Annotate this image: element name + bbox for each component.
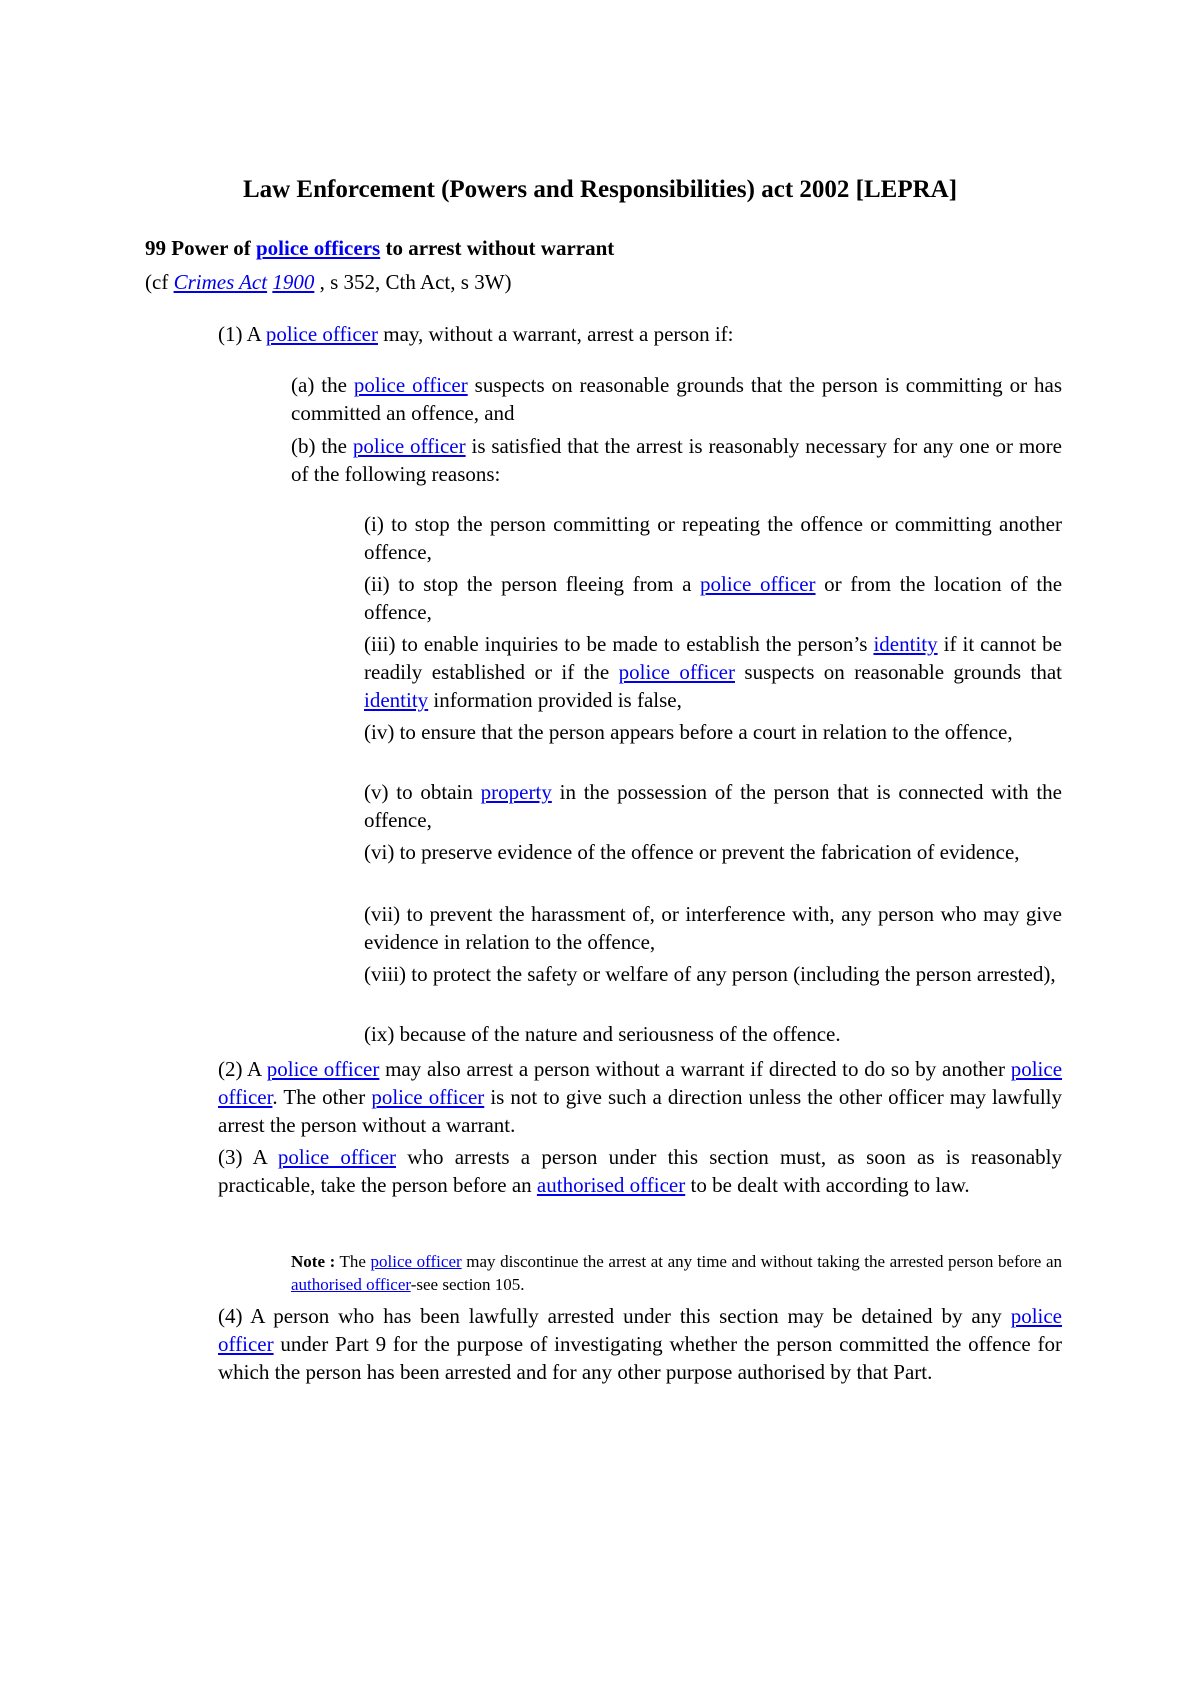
police-officer-link[interactable]: police officer <box>265 322 378 346</box>
r5-text-b: in the possession of the person that is connected with the offence, <box>364 780 1063 832</box>
police-officer-link[interactable]: police officer <box>618 660 735 684</box>
s4-text-a: (4) A person who has been lawfully arrested under this section may be detained by any <box>218 1304 1011 1328</box>
police-officer-link[interactable]: police officer <box>218 1304 1062 1356</box>
reason-ix: (ix) because of the nature and seriousness of the offence. <box>364 1022 841 1046</box>
s3-text-a: (3) A <box>218 1145 278 1169</box>
police-officer-link[interactable]: police officer <box>353 373 468 397</box>
crimes-act-year-link[interactable]: 1900 <box>272 270 315 294</box>
police-officer-link[interactable]: police officer <box>277 1145 397 1169</box>
note-text-a: The <box>335 1252 371 1271</box>
note-text-c: -see section 105. <box>410 1275 525 1294</box>
s1-text-a: (1) A <box>218 322 266 346</box>
cf-open: (cf <box>145 270 174 294</box>
r2-text-b: or from the location of the offence, <box>364 572 1063 624</box>
subsection-2 <box>218 1055 1062 1139</box>
reason-vii: (vii) to prevent the harassment of, or interference with, any person who may give evidence in relation to the offence, <box>364 902 1062 954</box>
subsection-1 <box>218 320 1062 348</box>
property-link[interactable]: property <box>480 780 552 804</box>
s2-text-a: (2) A <box>218 1057 267 1081</box>
section-heading <box>145 236 614 261</box>
r3-text-a: (iii) to enable inquiries to be made to establish the person’s <box>364 632 874 656</box>
paragraph-b <box>291 432 1062 488</box>
police-officers-link[interactable]: police officers <box>256 236 381 260</box>
heading-suffix: to arrest without warrant <box>380 236 615 260</box>
reason-vi: (vi) to preserve evidence of the offence or prevent the fabrication of evidence, <box>364 840 1020 864</box>
reason-v <box>364 778 1062 834</box>
r3-text-b: if it cannot be readily established or if the <box>364 632 1063 684</box>
note <box>291 1250 1062 1296</box>
police-officer-link[interactable]: police officer <box>371 1085 485 1109</box>
police-officer-link[interactable]: police officer <box>700 572 816 596</box>
cf-rest: , s 352, Cth Act, s 3W) <box>314 270 512 294</box>
authorised-officer-link[interactable]: authorised officer <box>536 1173 686 1197</box>
identity-link[interactable]: identity <box>364 688 429 712</box>
s3-text-c: to be dealt with according to law. <box>685 1173 970 1197</box>
crimes-act-link[interactable]: Crimes Act <box>173 270 268 294</box>
heading-prefix: 99 Power of <box>145 236 256 260</box>
reason-ii <box>364 570 1062 626</box>
s2-text-b: may also arrest a person without a warrant if directed to do so by another <box>379 1057 1011 1081</box>
s2-text-d: is not to give such a direction unless the other officer may lawfully arrest the person without a warrant. <box>218 1085 1063 1137</box>
document-title: Law Enforcement (Powers and Responsibilities) act 2002 [LEPRA] <box>242 176 958 203</box>
reason-iii <box>364 630 1062 714</box>
s2-text-c: . The other <box>272 1085 372 1109</box>
identity-link[interactable]: identity <box>873 632 938 656</box>
r3-text-d: information provided is false, <box>428 688 682 712</box>
note-label: Note : <box>291 1252 336 1271</box>
police-officer-link[interactable]: police officer <box>352 434 466 458</box>
r5-text-a: (v) to obtain <box>364 780 481 804</box>
r2-text-a: (ii) to stop the person fleeing from a <box>364 572 701 596</box>
s1-text-b: may, without a warrant, arrest a person if: <box>377 322 734 346</box>
s4-text-b: under Part 9 for the purpose of investigating whether the person committed the offence for which the person has been arrested and for any other purpose authorised by that Part. <box>218 1332 1062 1384</box>
cross-reference <box>145 268 512 296</box>
pb-text-a: (b) the <box>291 434 353 458</box>
subsection-3 <box>218 1143 1062 1199</box>
reason-iv: (iv) to ensure that the person appears before a court in relation to the offence, <box>364 720 1013 744</box>
reason-viii: (viii) to protect the safety or welfare of any person (including the person arrested), <box>364 962 1056 986</box>
s3-text-b: who arrests a person under this section must, as soon as is reasonably practicable, take the person before an <box>218 1145 1063 1197</box>
reason-i: (i) to stop the person committing or repeating the offence or committing another offence, <box>364 512 1062 564</box>
police-officer-link[interactable]: police officer <box>218 1057 1063 1109</box>
pa-text-b: suspects on reasonable grounds that the person is committing or has committed an offence, and <box>291 373 1062 425</box>
police-officer-link[interactable]: police officer <box>266 1057 380 1081</box>
authorised-officer-link[interactable]: authorised officer <box>291 1275 411 1294</box>
paragraph-a <box>291 371 1062 427</box>
note-text-b: may discontinue the arrest at any time and without taking the arrested person before an <box>461 1252 1062 1271</box>
police-officer-link[interactable]: police officer <box>370 1252 462 1271</box>
r3-text-c: suspects on reasonable grounds that <box>734 660 1062 684</box>
subsection-4 <box>218 1302 1062 1386</box>
pa-text-a: (a) the <box>291 373 354 397</box>
pb-text-b: is satisfied that the arrest is reasonably necessary for any one or more of the following reasons: <box>291 434 1062 486</box>
